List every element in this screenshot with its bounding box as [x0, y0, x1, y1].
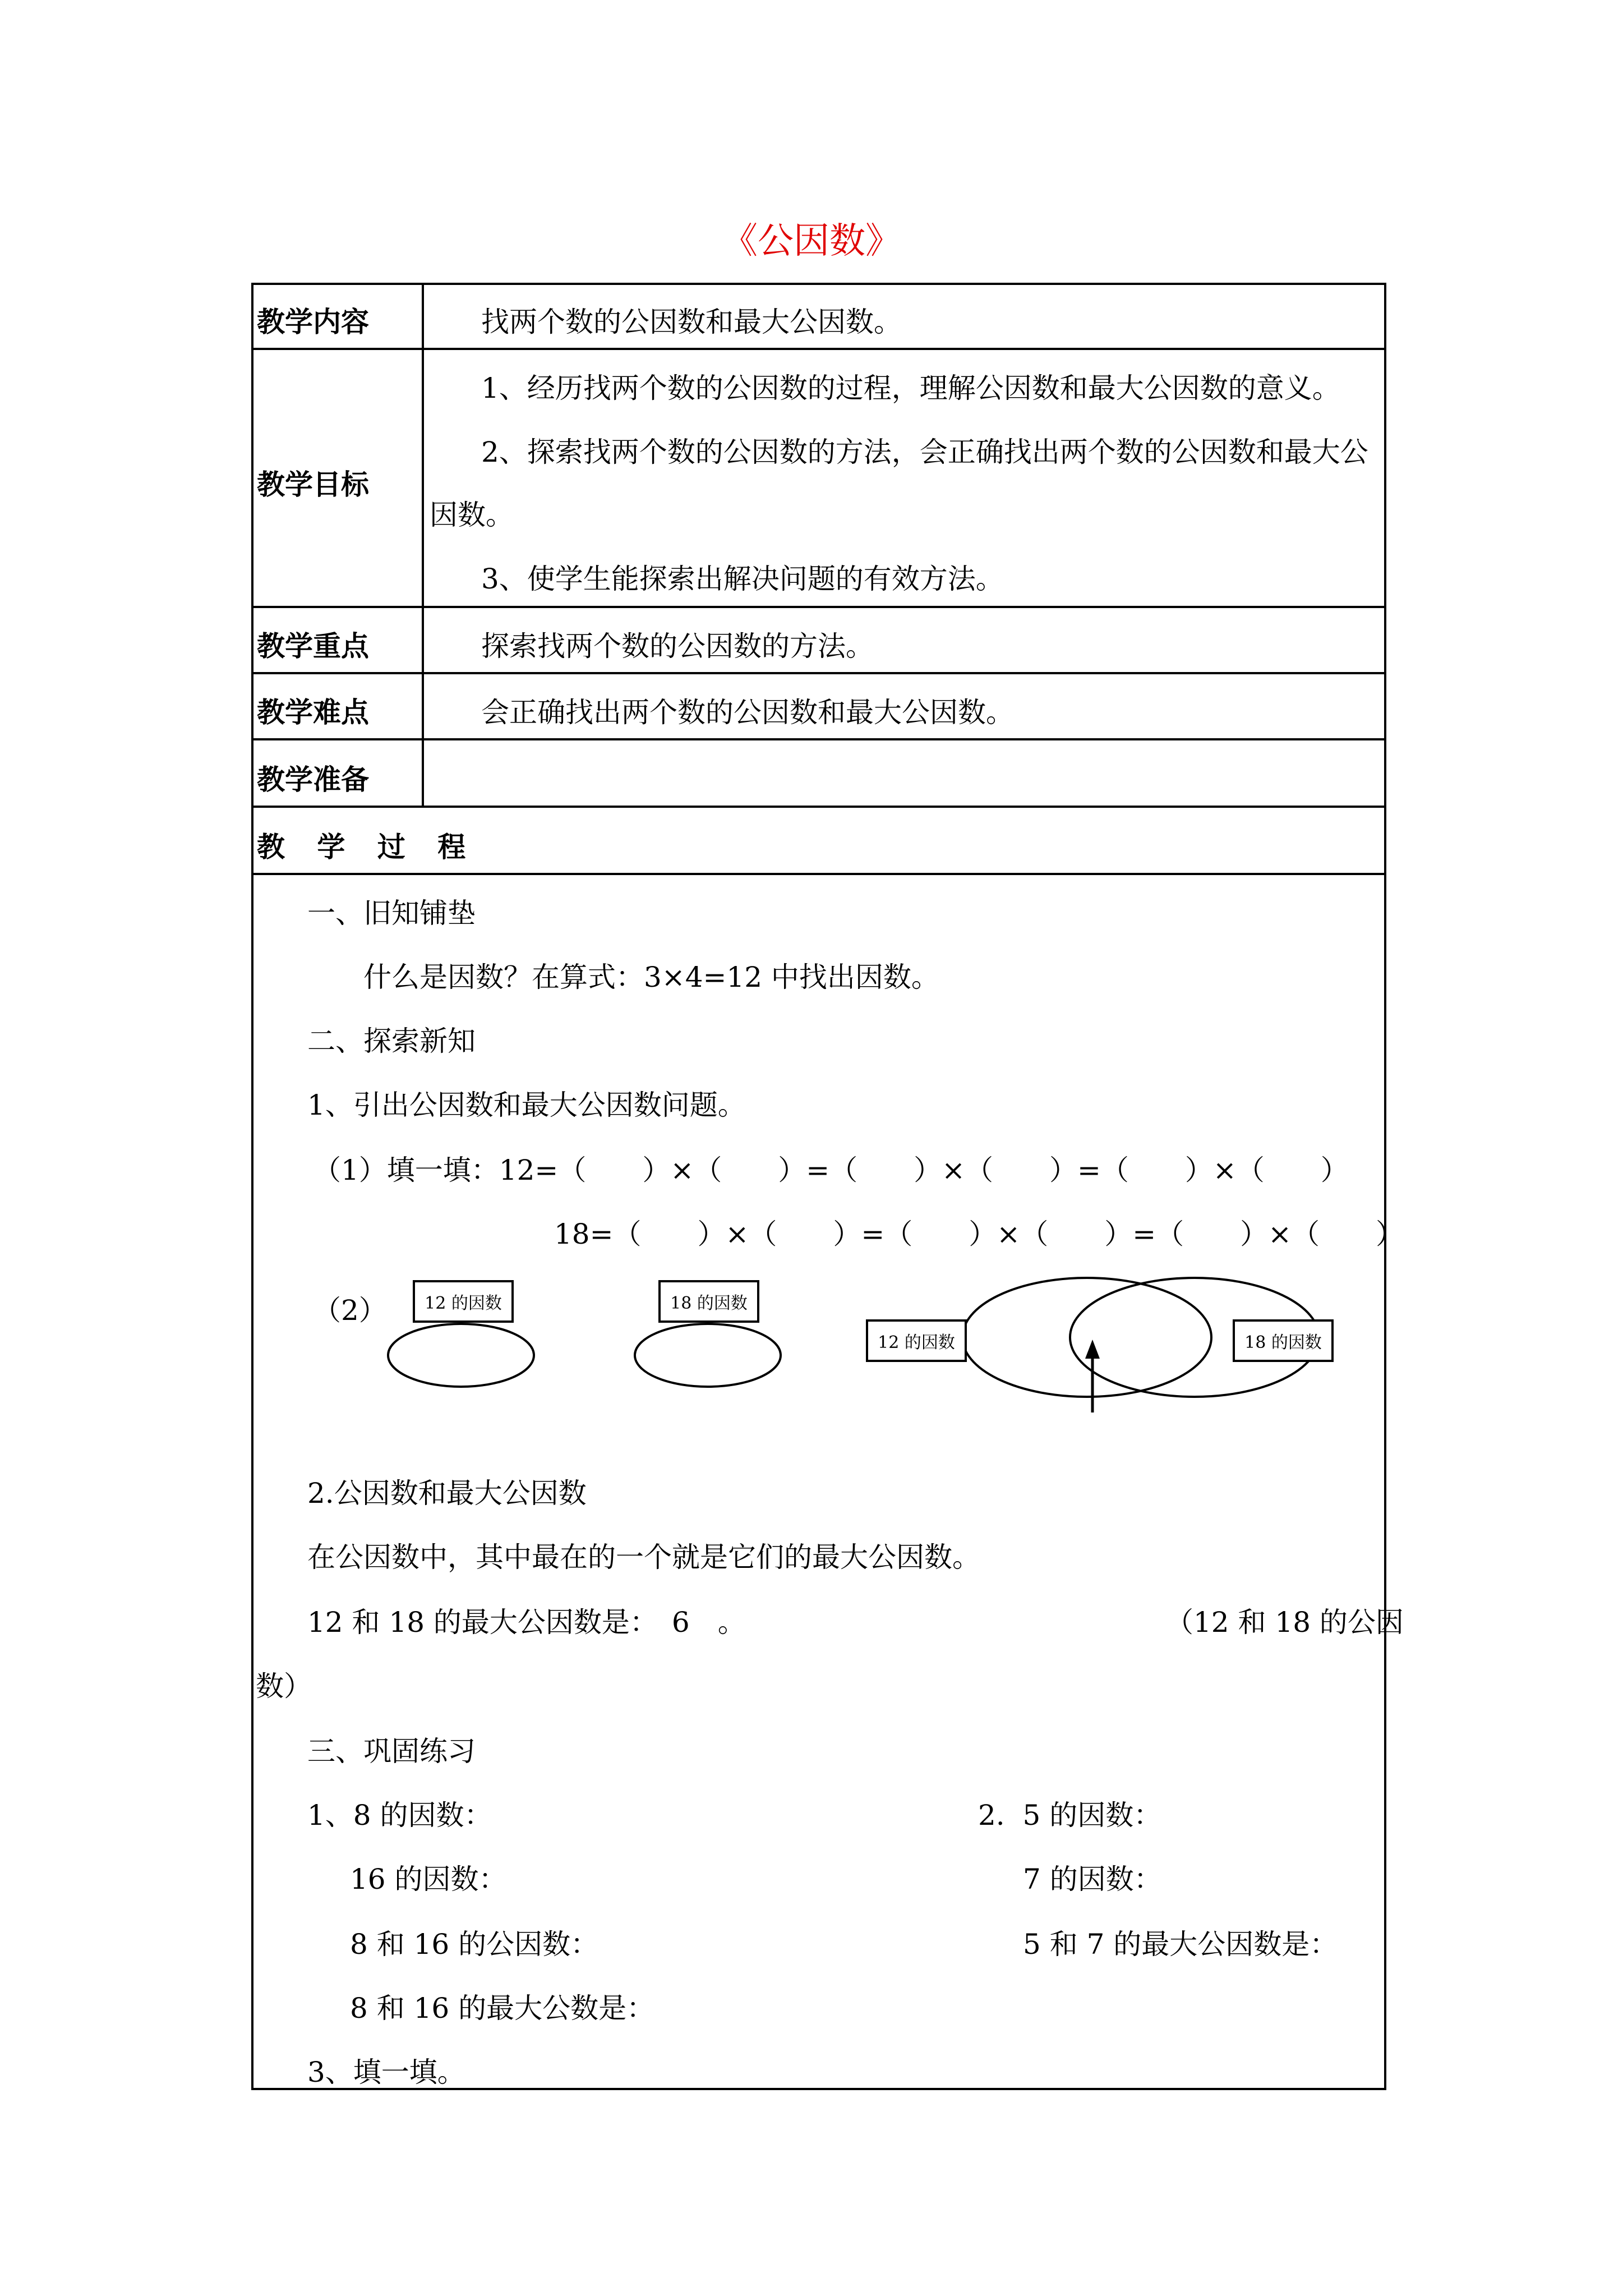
section-1-question: 什么是因数？在算式：3×4=12 中找出因数。: [363, 961, 939, 993]
exercise-1-line: 16 的因数：: [350, 1863, 507, 1895]
venn-box-12: 12 的因数: [866, 1319, 967, 1362]
fill-18: 18=（ ）×（ ）=（ ）×（ ）=（ ）×（ ）: [554, 1218, 1404, 1250]
section-3-title: 三、巩固练习: [307, 1735, 476, 1768]
ellipse-18: [635, 1324, 781, 1387]
ellipse-12: [388, 1324, 534, 1387]
label-difficulty: 教学难点: [257, 696, 369, 729]
exercise-1-line: 8 和 16 的公因数：: [350, 1928, 599, 1961]
exercise-2-line: 5 和 7 的最大公因数是：: [1023, 1928, 1338, 1961]
gcd-note-cont: 数）: [256, 1670, 312, 1703]
label-content: 教学内容: [257, 305, 369, 338]
process-header: 教 学 过 程: [257, 830, 466, 863]
focus-text: 探索找两个数的公因数的方法。: [481, 630, 874, 662]
venn-box-18: 18 的因数: [1233, 1319, 1334, 1362]
difficulty-text: 会正确找出两个数的公因数和最大公因数。: [481, 696, 1014, 729]
goal-item: 因数。: [430, 499, 514, 531]
exercise-3: 3、填一填。: [307, 2056, 465, 2088]
label-prep: 教学准备: [257, 763, 369, 796]
label-goals: 教学目标: [257, 468, 369, 501]
section-2-text: 在公因数中，其中最在的一个就是它们的最大公因数。: [307, 1541, 980, 1573]
venn-left: [962, 1278, 1211, 1397]
gcd-line: 12 和 18 的最大公因数是： 6 。: [307, 1606, 746, 1639]
goal-item: 3、使学生能探索出解决问题的有效方法。: [481, 563, 1004, 595]
arrow-head: [1085, 1340, 1100, 1359]
goal-item: 2、探索找两个数的公因数的方法，会正确找出两个数的公因数和最大公: [481, 436, 1368, 468]
box-18-factors: 18 的因数: [658, 1280, 759, 1323]
lesson-table: [251, 283, 1404, 2090]
box-12-factors: 12 的因数: [413, 1280, 514, 1323]
page-title: 《公因数》: [722, 220, 901, 262]
exercise-2-line: 7 的因数：: [1023, 1863, 1162, 1895]
label-focus: 教学重点: [257, 629, 369, 662]
section-2-sub1: 1、引出公因数和最大公因数问题。: [307, 1089, 746, 1121]
exercise-1-line: 8 和 16 的最大公数是：: [350, 1992, 655, 2024]
content-text: 找两个数的公因数和最大公因数。: [481, 306, 902, 338]
section-1-title: 一、旧知铺垫: [307, 897, 476, 930]
section-2-sub2: 2.公因数和最大公因数: [307, 1477, 587, 1510]
exercise-1-line: 1、8 的因数：: [307, 1799, 492, 1832]
gcd-note: （12 和 18 的公因: [1165, 1606, 1404, 1639]
goal-item: 1、经历找两个数的公因数的过程，理解公因数和最大公因数的意义。: [481, 372, 1340, 404]
fill-12: （1）填一填：12=（ ）×（ ）=（ ）×（ ）=（ ）×（ ）: [313, 1154, 1349, 1186]
exercise-2-line: 2. 5 的因数：: [978, 1799, 1162, 1832]
section-2-title: 二、探索新知: [307, 1025, 476, 1057]
diagram-label: （2）: [313, 1294, 387, 1327]
